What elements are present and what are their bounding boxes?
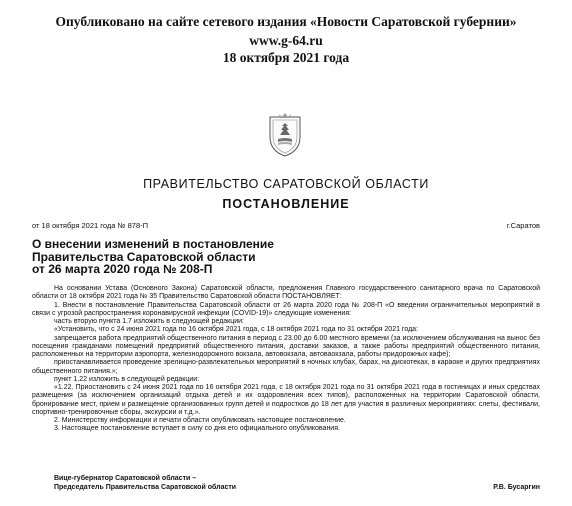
body-paragraph: запрещается работа предприятий общественного питания в период с 23.00 до 6.00 местного времени (за исключением обслуживания на вынос без посещения гражданами помещений предприятий общественного питания, доставки заказов, а также работы предприятий общественного питания, расположенных на территории аэропорта, железнодорожного вокзала, автовокзала, автоваокзала, работы придорожных кафе);: [32, 334, 540, 358]
document-city: г.Саратов: [506, 221, 540, 230]
document-type: ПОСТАНОВЛЕНИЕ: [222, 197, 350, 211]
title-line-2: Правительства Саратовской области: [32, 249, 256, 264]
body-paragraph: приостанавливается проведение зрелищно-развлекательных мероприятий в ночных клубах, барах, на дискотеках, в караоке и других предприятиях общественного питания.»;: [32, 359, 540, 375]
signature-position-line1: Вице-губернатор Саратовской области –: [54, 475, 197, 482]
body-paragraph: 1. Внести в постановление Правительства Саратовской области от 26 марта 2020 года № 208-П «О введении ограничительных мероприятий в связи с угрозой распространения коронавирусной инфекции (COVID-19)» следующие изменения:: [32, 301, 540, 317]
document-body: [32, 285, 540, 434]
title-line-1: О внесении изменений в постановление: [32, 237, 274, 251]
signature-position-line2: Председатель Правительства Саратовской области: [54, 484, 237, 491]
body-paragraph: часть вторую пункта 1.7 изложить в следующей редакции:: [54, 318, 244, 325]
title-line-3: от 26 марта 2020 года № 208-П: [32, 262, 213, 277]
document-date-number: от 18 октября 2021 года № 878-П: [32, 221, 149, 230]
body-paragraph: 2. Министерству информации и печати области опубликовать настоящее постановление.: [54, 417, 346, 424]
publication-site: www.g-64.ru: [249, 33, 323, 48]
publication-date: 18 октября 2021 года: [222, 50, 350, 65]
publication-note-line1: Опубликовано на сайте сетевого издания «Новости Саратовской губернии»: [55, 14, 517, 29]
document-title: [32, 238, 452, 276]
body-paragraph: 3. Настоящее постановление вступает в силу со дня его официального опубликования.: [54, 425, 340, 433]
government-name: ПРАВИТЕЛЬСТВО САРАТОВСКОЙ ОБЛАСТИ: [143, 177, 429, 191]
body-paragraph: «Установить, что с 24 июня 2021 года по 16 октября 2021 года, с 18 октября 2021 года по 31 октября 2021 года:: [54, 326, 418, 334]
body-paragraph: «1.22. Приостановить с 24 июня 2021 года по 16 октября 2021 года, с 18 октября 2021 года по 31 октября 2021 года в гостиницах и иных средствах размещения (за исключением организаций отдыха детей и их оздоровления всех типов), расположенных на территории Саратовской области, бронирование мест, прием и размещение организованных групп детей и подростков до 18 лет для участия в различных мероприятиях: слеты, фестивали, спортивно-тренировочные сборы, экскурсии и т.д.».: [32, 384, 540, 416]
body-paragraph: пункт 1.22 изложить в следующей редакции:: [54, 375, 200, 383]
saratov-coat-of-arms-icon: [266, 112, 304, 158]
body-paragraph: На основании Устава (Основного Закона) Саратовской области, предложения Главного государственного санитарного врача по Саратовской области от 18 октября 2021 года № 35 Правительство Саратовской области ПОСТАНОВЛЯЕТ:: [32, 285, 540, 301]
signatory-name: Р.В. Бусаргин: [493, 484, 540, 491]
